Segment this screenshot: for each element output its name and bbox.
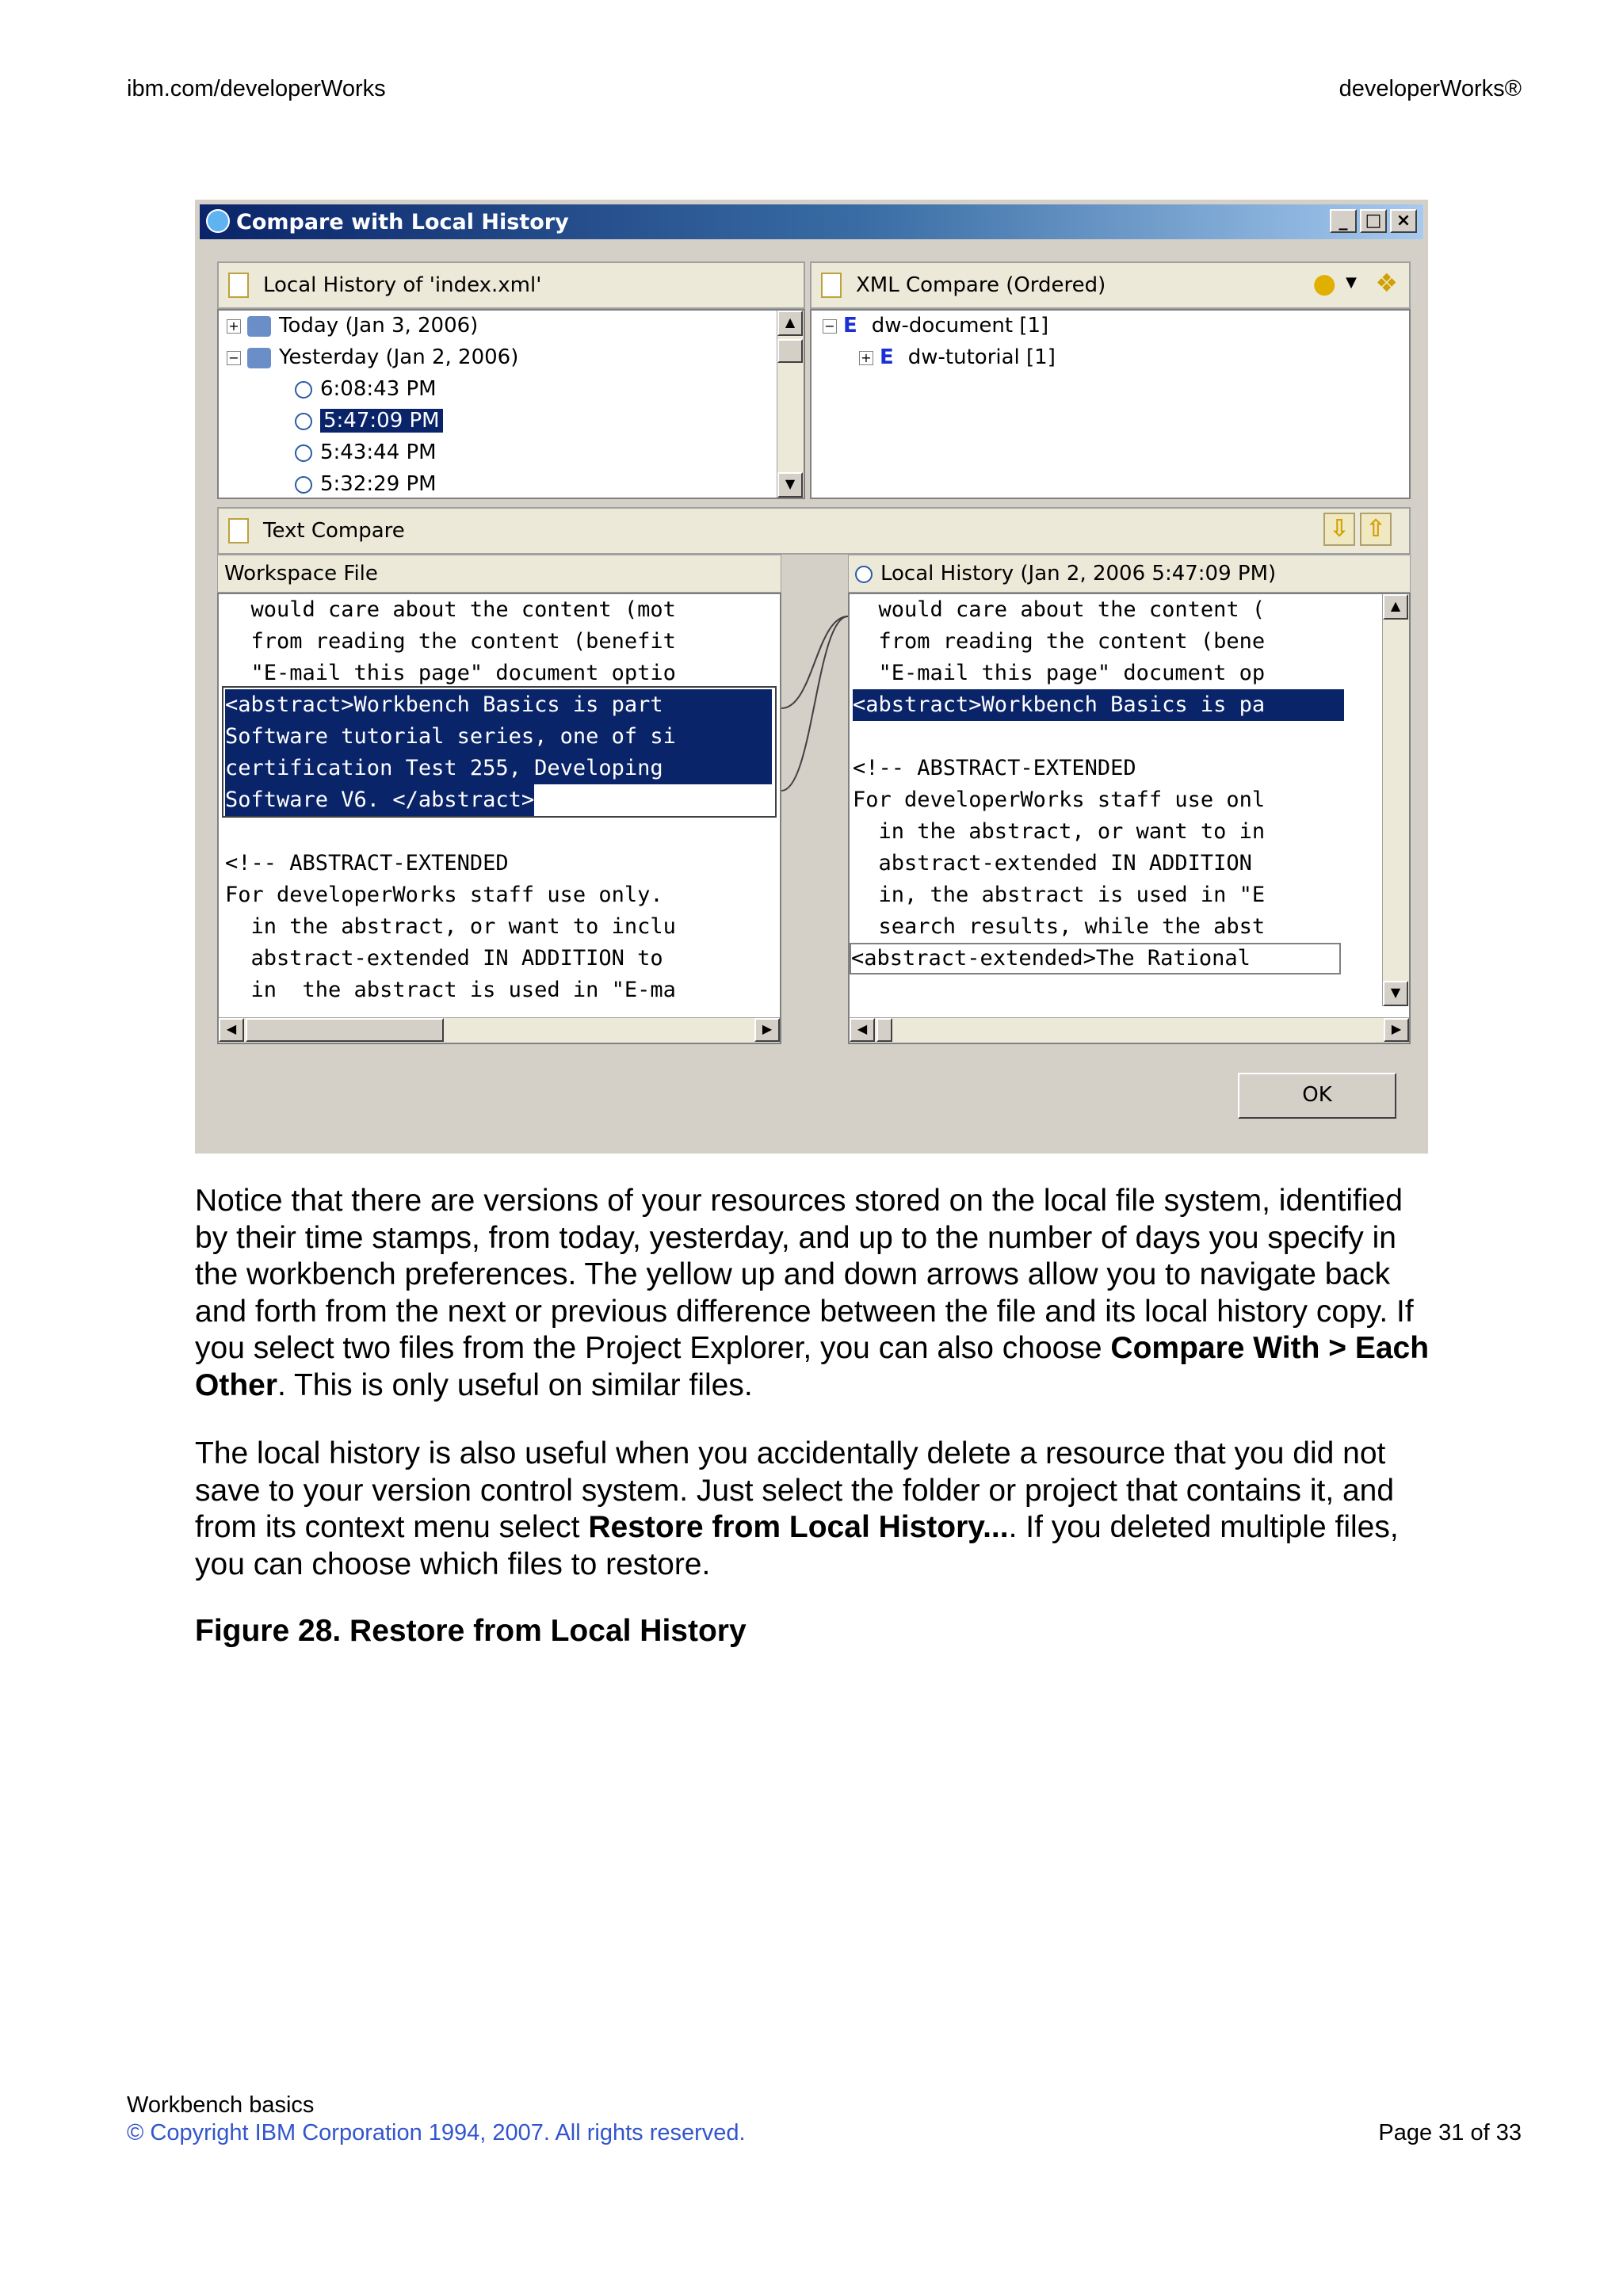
clock-icon: [295, 381, 312, 399]
page-header-right: developerWorks®: [1338, 76, 1522, 101]
code-line: in the abstract is used in "E-ma: [225, 978, 676, 1002]
code-line-diff: Software V6. </abstract>: [225, 784, 534, 816]
code-line: For developerWorks staff use onl: [853, 788, 1266, 812]
dropdown-chevron-icon[interactable]: ▼: [1346, 274, 1357, 291]
code-line: in the abstract, or want to in: [853, 819, 1266, 844]
expand-icon[interactable]: +: [859, 351, 873, 365]
window-controls: [1330, 209, 1417, 233]
scroll-down-button[interactable]: ▼: [1383, 981, 1408, 1006]
xml-compare-header: XML Compare (Ordered) ● ▼ ❖: [810, 261, 1411, 309]
history-time-item[interactable]: 6:08:43 PM: [295, 377, 437, 401]
text-file-icon: [228, 518, 249, 543]
code-line: in, the abstract is used in "E: [853, 883, 1266, 907]
xml-compare-tree[interactable]: [810, 309, 1411, 499]
local-history-label: Local History (Jan 2, 2006 5:47:09 PM): [880, 562, 1277, 585]
code-line-diff: <abstract>Workbench Basics is pa: [853, 689, 1344, 721]
footer-title: Workbench basics: [127, 2092, 315, 2118]
file-icon: [228, 273, 249, 298]
collapse-icon[interactable]: −: [823, 319, 837, 334]
expand-icon[interactable]: +: [227, 319, 241, 334]
paragraph-compare-notes: Notice that there are versions of your resources stored on the local file system, identified by their time stamps, from today, yesterday, and up to the number of days you specify in the workbench preferences. The yellow up and down arrows allow you to navigate back and forth from the next or previous difference between the file and its local history copy. If you select two files from the Project Explorer, you can also choose Compare With > Each Other. This is only useful on similar files.: [195, 1184, 1430, 1402]
tree-item-today[interactable]: + Today (Jan 3, 2006): [227, 314, 478, 338]
scroll-right-button[interactable]: ▶: [754, 1018, 780, 1042]
collapse-icon[interactable]: −: [227, 351, 241, 365]
history-time-item-selected[interactable]: 5:47:09 PM: [295, 409, 443, 433]
code-line: For developerWorks staff use only.: [225, 883, 663, 907]
scroll-left-button[interactable]: ◀: [219, 1018, 244, 1042]
scroll-thumb[interactable]: [876, 1018, 892, 1042]
code-line: <!-- ABSTRACT-EXTENDED: [225, 851, 509, 875]
scroll-up-button[interactable]: ▲: [777, 311, 803, 336]
tree-item-yesterday[interactable]: − Yesterday (Jan 2, 2006): [227, 345, 518, 369]
code-line: "E-mail this page" document optio: [225, 661, 676, 685]
history-pane-header: Local History of 'index.xml': [217, 261, 805, 309]
scroll-left-button[interactable]: ◀: [850, 1018, 875, 1042]
local-history-label-wrap: [848, 555, 1411, 593]
ok-button[interactable]: OK: [1238, 1073, 1396, 1119]
left-horizontal-scrollbar[interactable]: [219, 1017, 780, 1043]
element-icon: E: [880, 345, 894, 369]
history-day-icon: [247, 348, 271, 368]
history-time-item[interactable]: 5:43:44 PM: [295, 441, 437, 464]
local-history-text[interactable]: [848, 593, 1411, 1044]
code-line-diff: certification Test 255, Developing: [225, 753, 772, 784]
workspace-file-label: Workspace File: [217, 555, 781, 593]
code-line: would care about the content (mot: [225, 597, 676, 622]
compare-dialog-screenshot: [195, 200, 1428, 1154]
code-line: from reading the content (bene: [853, 629, 1266, 654]
code-line: from reading the content (benefit: [225, 629, 676, 654]
bold-compare-with: Compare With > Each Other: [195, 1331, 1430, 1402]
xml-node-document[interactable]: − E dw-document [1]: [823, 314, 1048, 338]
footer-page-number: Page 31 of 33: [1378, 2120, 1522, 2145]
history-time-item[interactable]: 5:32:29 PM: [295, 472, 437, 496]
footer-copyright-link[interactable]: © Copyright IBM Corporation 1994, 2007. All rights reserved.: [127, 2120, 746, 2145]
close-button[interactable]: ×: [1390, 209, 1417, 233]
history-tree[interactable]: [217, 309, 805, 499]
xml-file-icon: [821, 273, 842, 298]
structure-icon[interactable]: ❖: [1375, 268, 1398, 298]
scroll-right-button[interactable]: ▶: [1384, 1018, 1409, 1042]
clock-icon: [295, 413, 312, 430]
right-horizontal-scrollbar[interactable]: [850, 1017, 1409, 1043]
scroll-up-button[interactable]: ▲: [1383, 594, 1408, 620]
code-line: would care about the content (: [853, 597, 1266, 622]
previous-difference-button[interactable]: ⇧: [1360, 513, 1392, 546]
bold-restore-from-local-history: Restore from Local History...: [588, 1510, 1009, 1544]
right-vertical-scrollbar[interactable]: [1382, 594, 1409, 1006]
eclipse-icon: [206, 209, 230, 233]
history-day-icon: [247, 316, 271, 337]
text-compare-header: Text Compare: [217, 507, 1411, 555]
workspace-file-text[interactable]: [217, 593, 781, 1044]
code-line: <!-- ABSTRACT-EXTENDED: [853, 756, 1136, 780]
code-line-diff: <abstract>Workbench Basics is part: [225, 689, 772, 721]
maximize-button[interactable]: □: [1360, 209, 1387, 233]
page-header-left: ibm.com/developerWorks: [127, 76, 386, 101]
dialog-title: Compare with Local History: [236, 210, 569, 235]
history-vertical-scrollbar[interactable]: [777, 311, 804, 498]
dialog-titlebar: [200, 204, 1423, 239]
figure-caption: Figure 28. Restore from Local History: [195, 1614, 747, 1648]
scroll-thumb[interactable]: [777, 339, 803, 363]
code-line: search results, while the abst: [853, 914, 1266, 939]
code-line: abstract-extended IN ADDITION: [853, 851, 1252, 875]
code-line-diff: Software tutorial series, one of si: [225, 721, 772, 753]
diff-connector: [781, 593, 848, 1044]
next-difference-button[interactable]: ⇩: [1323, 513, 1355, 546]
code-line-boxed: <abstract-extended>The Rational: [850, 943, 1341, 974]
code-line: abstract-extended IN ADDITION to: [225, 946, 663, 971]
lightbulb-icon[interactable]: ●: [1312, 268, 1336, 299]
clock-icon: [855, 566, 873, 583]
element-icon: E: [843, 314, 857, 338]
paragraph-restore-notes: The local history is also useful when you accidentally delete a resource that you did not save to your version control system. Just select the folder or project that contains it, and from its context menu select Restore from Local History.... If you deleted multiple files, you can choose which files to restore.: [195, 1436, 1399, 1581]
xml-node-tutorial[interactable]: + E dw-tutorial [1]: [859, 345, 1056, 369]
clock-icon: [295, 476, 312, 494]
code-line: in the abstract, or want to inclu: [225, 914, 676, 939]
clock-icon: [295, 444, 312, 462]
scroll-down-button[interactable]: ▼: [777, 472, 803, 498]
code-line: "E-mail this page" document op: [853, 661, 1266, 685]
scroll-thumb[interactable]: [246, 1018, 444, 1042]
minimize-button[interactable]: _: [1330, 209, 1357, 233]
